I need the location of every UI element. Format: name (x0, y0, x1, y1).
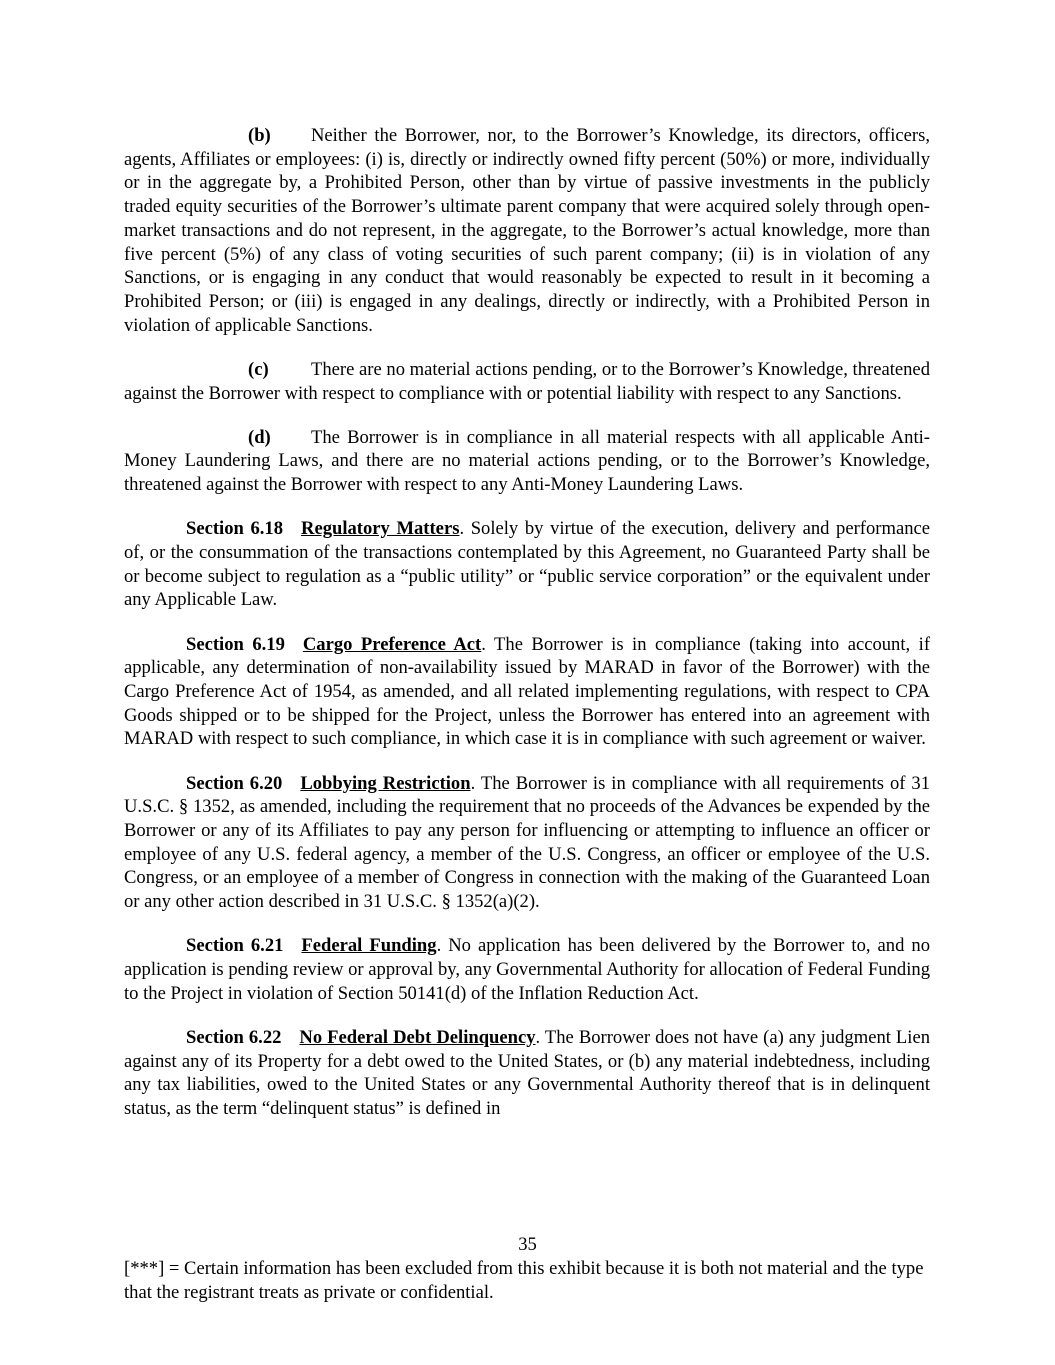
page-number: 35 (518, 1234, 537, 1255)
section-title: Lobbying Restriction (300, 772, 471, 794)
paragraph-text: Neither the Borrower, nor, to the Borrower’s Knowledge, its directors, officers, agents, Affiliates or employees: (i) is, directly or indirectly owned fifty percent (50%) or more, individually or in the aggregate by, a Prohibited Person, other than by virtue of passive investments in the publicly traded equity securities of the Borrower’s ultimate parent company that were acquired solely through open-market transactions and do not represent, in the aggregate, to the Borrower’s actual knowledge, more than five percent (5%) of any class of voting securities of such parent company; (ii) is in violation of any Sanctions, or is engaging in any conduct that would reasonably be expected to result in it becoming a Prohibited Person; or (iii) is engaged in any dealings, directly or indirectly, with a Prohibited Person in violation of applicable Sanctions. (124, 125, 930, 336)
section-number: Section 6.20 (186, 772, 283, 794)
paragraph-text: The Borrower is in compliance in all material respects with all applicable Anti-Money Laundering Laws, and there are no material actions pending, or to the Borrower’s Knowledge, threatened against the Borrower with respect to any Anti-Money Laundering Laws. (124, 426, 930, 496)
paragraph-c (124, 358, 930, 405)
paragraph-text: There are no material actions pending, or to the Borrower’s Knowledge, threatened against the Borrower with respect to compliance with or potential liability with respect to any Sanctions. (124, 358, 930, 404)
section-number: Section 6.19 (186, 633, 285, 655)
section-title: Cargo Preference Act (302, 633, 482, 655)
section-title: Federal Funding (301, 935, 437, 957)
paragraph-b (124, 124, 930, 337)
section-number: Section 6.21 (186, 935, 284, 957)
section-6-19 (124, 633, 930, 752)
section-number: Section 6.18 (186, 518, 284, 540)
section-text: . The Borrower is in compliance (taking into account, if applicable, any determination of non-availability issued by MARAD in favor of the Borrower) with the Cargo Preference Act of 1954, as amended, and all related implementing regulations, with respect to CPA Goods shipped or to be shipped for the Project, unless the Borrower has entered into an agreement with MARAD with respect to such compliance, in which case it is in compliance with such agreement or waiver. (124, 633, 931, 750)
section-text: . The Borrower does not have (a) any judgment Lien against any of its Property for a debt owed to the United States, or (b) any material indebtedness, including any tax liabilities, owed to the United States or any Governmental Authority thereof that is in delinquent status, as the term “delinquent status” is defined in (124, 1027, 931, 1120)
section-6-22 (124, 1026, 930, 1121)
section-6-21 (124, 934, 930, 1005)
paragraph-d (124, 426, 930, 497)
section-title: No Federal Debt Delinquency (299, 1027, 536, 1048)
paragraph-label: (c) (248, 358, 269, 380)
section-number: Section 6.22 (186, 1027, 282, 1048)
document-page (124, 124, 930, 1141)
section-text: . Solely by virtue of the execution, delivery and performance of, or the consummation of the transactions contemplated by this Agreement, no Guaranteed Party shall be or become subject to regulation as a “public utility” or “public service corporation” or the equivalent under any Applicable Law. (124, 518, 930, 611)
paragraph-label: (d) (248, 426, 271, 448)
confidentiality-footnote: [***] = Certain information has been excluded from this exhibit because it is both not material and the type that the registrant treats as private or confidential. (124, 1258, 924, 1303)
section-text: . No application has been delivered by the Borrower to, and no application is pending review or approval by, any Governmental Authority for allocation of Federal Funding to the Project in violation of Section 50141(d) of the Inflation Reduction Act. (124, 935, 930, 1004)
section-6-18 (124, 517, 930, 612)
section-title: Regulatory Matters (301, 518, 460, 540)
section-text: . The Borrower is in compliance with all requirements of 31 U.S.C. § 1352, as amended, including the requirement that no proceeds of the Advances be expended by the Borrower or any of its Affiliates to pay any person for influencing or attempting to influence an officer or employee of any U.S. federal agency, a member of the U.S. Congress, an officer or employee of the U.S. Congress, or an employee of a member of Congress in connection with the making of the Guaranteed Loan or any other action described in 31 U.S.C. § 1352(a)(2). (124, 772, 930, 913)
section-6-20 (124, 772, 930, 914)
paragraph-label: (b) (248, 125, 271, 146)
